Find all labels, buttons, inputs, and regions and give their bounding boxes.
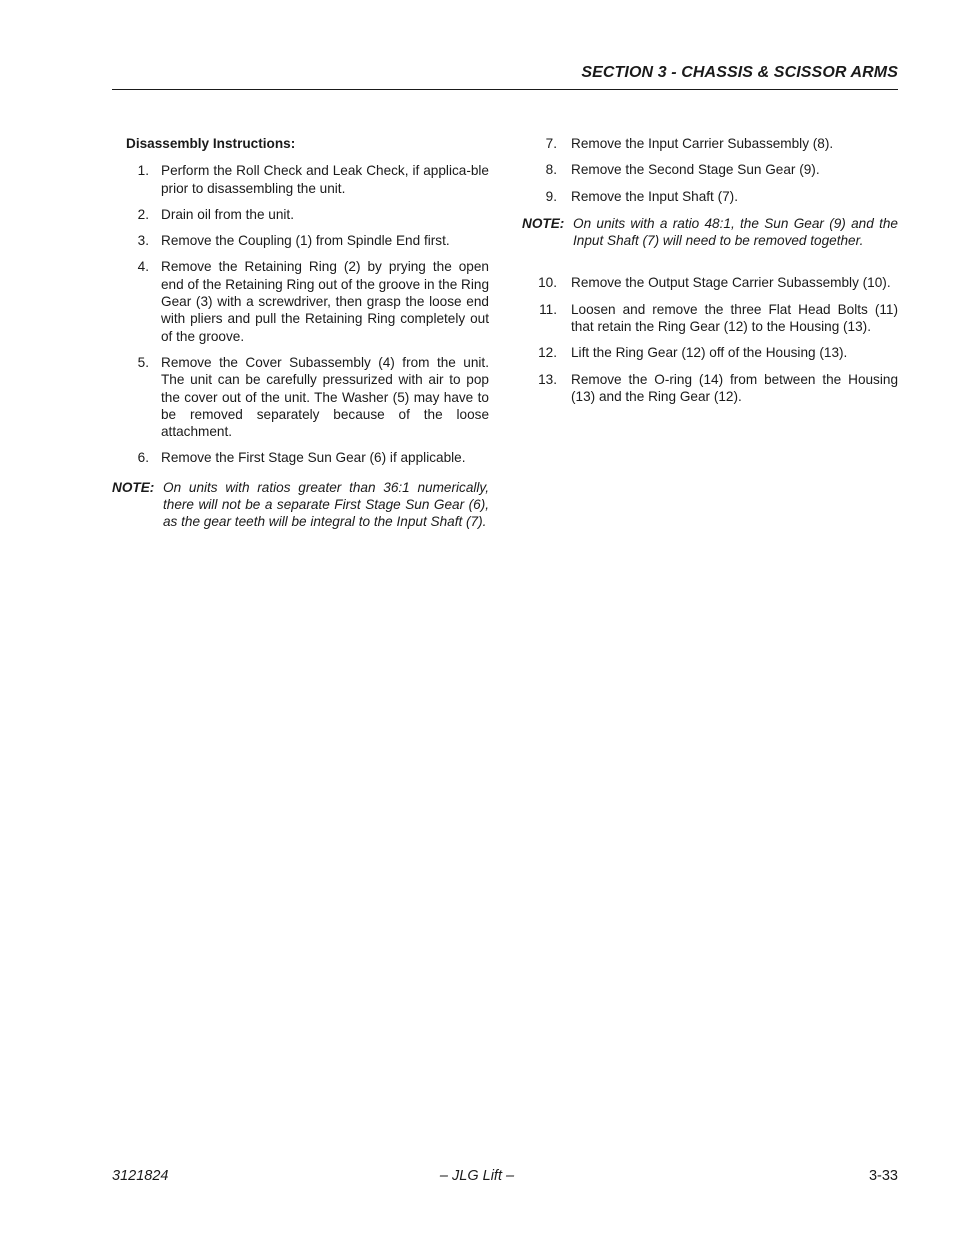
step-number: 12. bbox=[538, 345, 557, 361]
right-step-list-continued bbox=[522, 274, 898, 405]
step-text: Remove the Coupling (1) from Spindle End first. bbox=[161, 233, 450, 249]
step-item bbox=[112, 162, 489, 197]
step-number: 9. bbox=[545, 188, 557, 204]
step-item bbox=[522, 301, 898, 336]
header-divider bbox=[112, 89, 898, 90]
step-text: Remove the Output Stage Carrier Subassembly (10). bbox=[571, 275, 891, 291]
step-number: 3. bbox=[137, 233, 149, 249]
left-step-list bbox=[112, 162, 489, 466]
step-number: 6. bbox=[137, 450, 149, 466]
step-text: Loosen and remove the three Flat Head Bolts (11) that retain the Ring Gear (12) to the Housing (13). bbox=[571, 301, 898, 335]
step-text: Remove the Input Shaft (7). bbox=[571, 188, 738, 204]
step-item bbox=[522, 274, 898, 291]
note-block bbox=[522, 215, 898, 250]
step-item bbox=[522, 371, 898, 406]
step-number: 7. bbox=[545, 136, 557, 151]
step-item bbox=[522, 135, 898, 152]
step-item bbox=[112, 206, 489, 223]
step-number: 13. bbox=[538, 371, 557, 387]
note-text: On units with a ratio 48:1, the Sun Gear (9) and the Input Shaft (7) will need to be removed together. bbox=[573, 215, 898, 249]
step-text: Remove the Cover Subassembly (4) from the unit. The unit can be carefully pressurized with air to pop the cover out of the unit. The Washer (5) may have to be removed separately because of the loose attachment. bbox=[161, 354, 489, 440]
step-text: Lift the Ring Gear (12) off of the Housing (13). bbox=[571, 345, 848, 361]
note-label: NOTE: bbox=[112, 479, 155, 495]
step-item bbox=[112, 449, 489, 466]
step-item bbox=[522, 344, 898, 361]
note-label: NOTE: bbox=[522, 215, 565, 231]
step-number: 4. bbox=[137, 259, 149, 275]
step-item bbox=[522, 161, 898, 178]
disassembly-heading: Disassembly Instructions: bbox=[126, 136, 296, 151]
step-item bbox=[522, 188, 898, 205]
step-text: Remove the Second Stage Sun Gear (9). bbox=[571, 162, 820, 178]
step-text: Perform the Roll Check and Leak Check, if applica-ble prior to disassembling the unit. bbox=[161, 163, 489, 196]
step-text: Remove the O-ring (14) from between the Housing (13) and the Ring Gear (12). bbox=[571, 371, 898, 404]
step-text: Drain oil from the unit. bbox=[161, 206, 294, 222]
note-text: On units with ratios greater than 36:1 numerically, there will not be a separate First Stage Sun Gear (6), as the gear teeth will be integral to the Input Shaft (7). bbox=[163, 479, 489, 530]
step-item bbox=[112, 258, 489, 344]
step-number: 8. bbox=[545, 162, 557, 178]
footer-page-number: 3-33 bbox=[868, 1168, 898, 1184]
step-text: Remove the Retaining Ring (2) by prying the open end of the Retaining Ring out of the groove in the Ring Gear (3) with a screwdriver, then grasp the loose end with pliers and pull the Retaining Ring completely out of the groove. bbox=[161, 259, 489, 344]
step-item bbox=[112, 354, 489, 440]
section-title: SECTION 3 - CHASSIS & SCISSOR ARMS bbox=[581, 64, 898, 81]
step-text: Remove the Input Carrier Subassembly (8). bbox=[571, 136, 834, 151]
step-number: 10. bbox=[538, 275, 557, 291]
step-number: 5. bbox=[137, 354, 149, 370]
step-number: 2. bbox=[137, 206, 149, 222]
right-step-list bbox=[522, 135, 898, 205]
spacer bbox=[522, 258, 898, 274]
step-number: 11. bbox=[539, 301, 557, 317]
step-item bbox=[112, 232, 489, 249]
footer-doc-number: 3121824 bbox=[112, 1168, 169, 1184]
footer-brand: – JLG Lift – bbox=[439, 1168, 515, 1184]
note-block bbox=[112, 479, 489, 531]
step-text: Remove the First Stage Sun Gear (6) if applicable. bbox=[161, 450, 466, 466]
left-column bbox=[112, 135, 489, 540]
right-column bbox=[522, 135, 898, 414]
step-number: 1. bbox=[137, 163, 149, 179]
